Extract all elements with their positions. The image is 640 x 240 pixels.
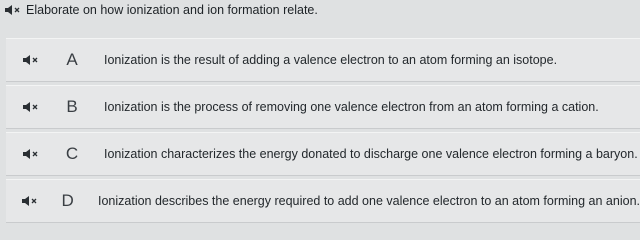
speaker-icon[interactable] [16, 195, 43, 207]
option-a[interactable] [6, 38, 640, 82]
option-text: Ionization is the result of adding a valence electron to an atom forming an isotope. [104, 53, 558, 67]
option-d[interactable] [6, 179, 640, 223]
option-c[interactable] [6, 132, 640, 176]
speaker-icon[interactable] [4, 4, 22, 16]
option-letter: D [61, 191, 74, 210]
answer-options [6, 38, 640, 223]
option-text: Ionization describes the energy required to add one valence electron to an atom forming an anion. [97, 194, 640, 208]
option-text: Ionization is the process of removing one valence electron from an atom forming a cation. [104, 100, 599, 114]
speaker-icon[interactable] [16, 148, 46, 160]
option-letter: A [66, 50, 78, 69]
option-letter: B [66, 97, 78, 116]
speaker-icon[interactable] [16, 54, 46, 66]
question-text: Elaborate on how ionization and ion formation relate. [26, 3, 318, 17]
question-prompt [4, 0, 318, 20]
option-text: Ionization characterizes the energy donated to discharge one valence electron forming a baryon. [104, 147, 638, 161]
option-b[interactable] [6, 85, 640, 129]
speaker-icon[interactable] [16, 101, 46, 113]
option-letter: C [65, 144, 79, 163]
